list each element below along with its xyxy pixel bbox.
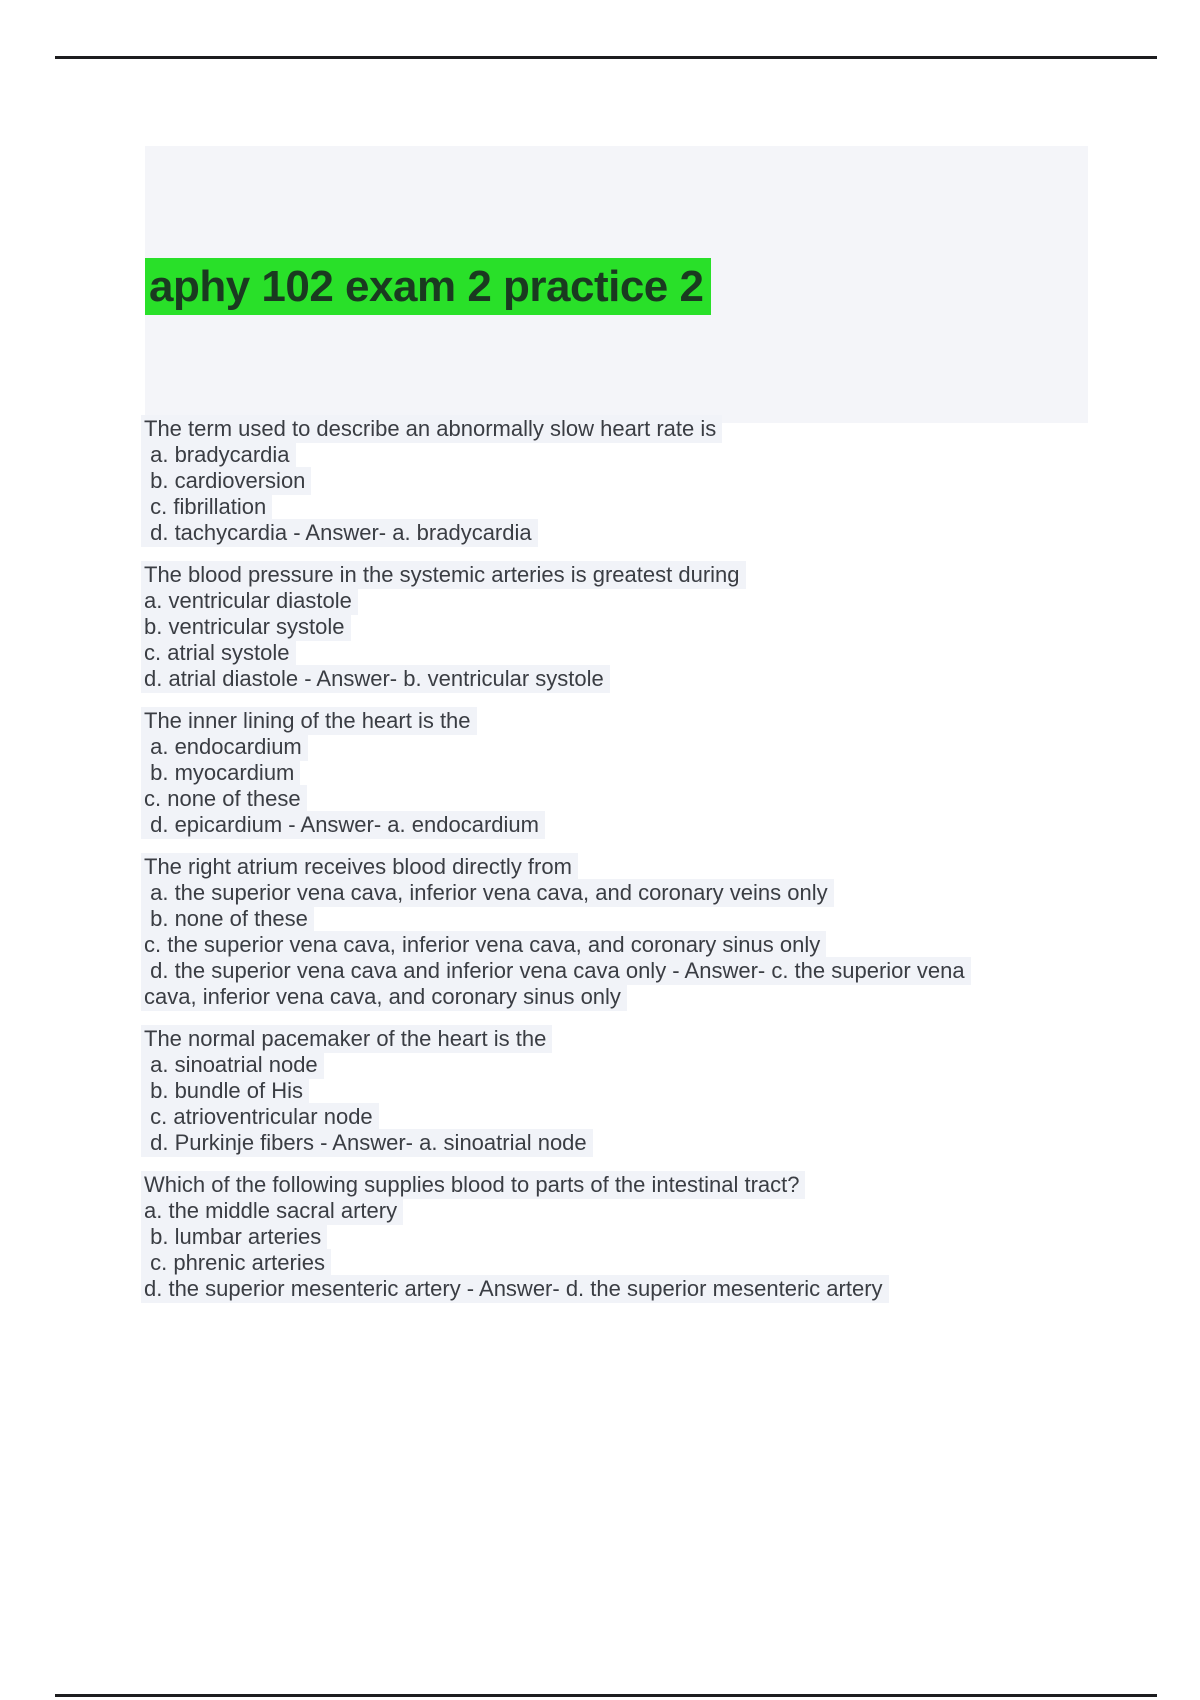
option-d-answer: d. epicardium - Answer- a. endocardium (141, 812, 1131, 838)
question-block-1 (141, 416, 1131, 546)
option-d-answer: d. the superior mesenteric artery - Answer- d. the superior mesenteric artery (141, 1276, 1131, 1302)
option-d-answer: d. atrial diastole - Answer- b. ventricular systole (141, 666, 1131, 692)
option-a: a. ventricular diastole (141, 588, 1131, 614)
question-text: The normal pacemaker of the heart is the (141, 1026, 1131, 1052)
option-d-answer: d. Purkinje fibers - Answer- a. sinoatrial node (141, 1130, 1131, 1156)
option-b: b. none of these (141, 906, 1131, 932)
question-text: The inner lining of the heart is the (141, 708, 1131, 734)
option-b: b. ventricular systole (141, 614, 1131, 640)
option-a: a. sinoatrial node (141, 1052, 1131, 1078)
option-b: b. lumbar arteries (141, 1224, 1131, 1250)
page-title: aphy 102 exam 2 practice 2 (149, 261, 704, 311)
question-block-2 (141, 562, 1131, 692)
answer-continuation: cava, inferior vena cava, and coronary sinus only (141, 984, 1131, 1010)
question-block-3 (141, 708, 1131, 838)
question-text: The right atrium receives blood directly from (141, 854, 1131, 880)
option-b: b. myocardium (141, 760, 1131, 786)
bottom-rule (55, 1694, 1157, 1697)
option-a: a. the superior vena cava, inferior vena cava, and coronary veins only (141, 880, 1131, 906)
question-block-4 (141, 854, 1131, 1010)
question-text: The term used to describe an abnormally slow heart rate is (141, 416, 1131, 442)
option-c: c. atrial systole (141, 640, 1131, 666)
question-text: The blood pressure in the systemic arteries is greatest during (141, 562, 1131, 588)
option-c: c. fibrillation (141, 494, 1131, 520)
question-block-6 (141, 1172, 1131, 1302)
option-c: c. phrenic arteries (141, 1250, 1131, 1276)
title-highlight (145, 258, 711, 315)
question-text: Which of the following supplies blood to parts of the intestinal tract? (141, 1172, 1131, 1198)
header-box (145, 146, 1088, 423)
option-c: c. the superior vena cava, inferior vena cava, and coronary sinus only (141, 932, 1131, 958)
option-a: a. bradycardia (141, 442, 1131, 468)
option-c: c. atrioventricular node (141, 1104, 1131, 1130)
option-a: a. the middle sacral artery (141, 1198, 1131, 1224)
option-b: b. cardioversion (141, 468, 1131, 494)
question-block-5 (141, 1026, 1131, 1156)
top-rule (55, 56, 1157, 59)
option-a: a. endocardium (141, 734, 1131, 760)
questions-area (141, 416, 1131, 1318)
option-d-answer: d. tachycardia - Answer- a. bradycardia (141, 520, 1131, 546)
option-b: b. bundle of His (141, 1078, 1131, 1104)
option-c: c. none of these (141, 786, 1131, 812)
option-d-answer: d. the superior vena cava and inferior vena cava only - Answer- c. the superior vena (141, 958, 1131, 984)
